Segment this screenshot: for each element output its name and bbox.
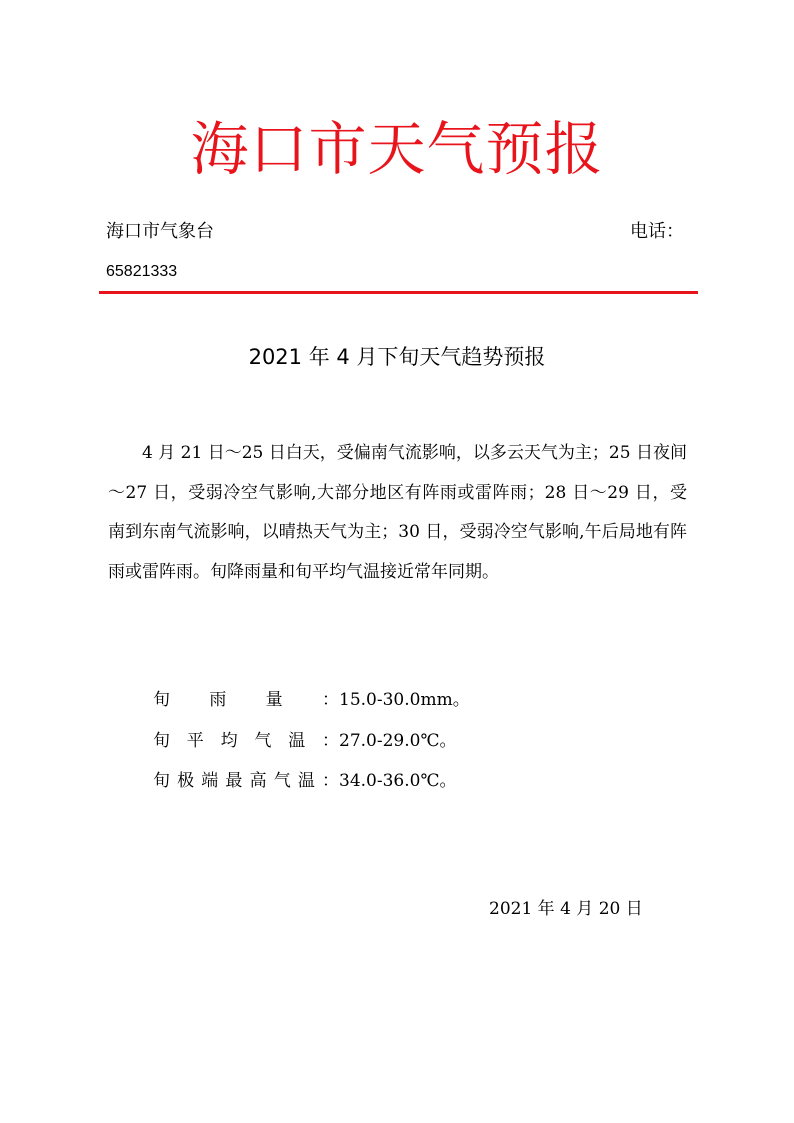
stat-row-average-temperature: [153, 727, 470, 768]
report-title: 2021 年 4 月下旬天气趋势预报: [248, 345, 546, 369]
phone-number: 65821333: [106, 263, 178, 280]
phone-label: 电话：: [630, 221, 684, 242]
issue-date: 2021 年 4 月 20 日: [489, 899, 643, 919]
stat-row-rainfall: [153, 686, 470, 727]
stat-value: 15.0-30.0mm。: [339, 690, 470, 710]
forecast-stats: [153, 686, 470, 808]
stat-row-max-temperature: [153, 767, 470, 808]
forecast-paragraph: 4 月 21 日～25 日白天，受偏南气流影响，以多云天气为主；25 日夜间～27 日，受弱冷空气影响,大部分地区有阵雨或雷阵雨；28 日～29 日，受南到东南气流影响，以晴热天气为主；30 日，受弱冷空气影响,午后局地有阵雨或雷阵雨。旬降雨量和旬平均气温接近常年同期。: [108, 443, 687, 582]
stat-label: 旬雨量：: [153, 690, 339, 710]
stat-value: 34.0-36.0℃。: [339, 771, 457, 791]
stat-value: 27.0-29.0℃。: [339, 730, 457, 751]
stat-label: 旬极端最高气温：: [153, 771, 339, 791]
stat-label: 旬平均气温：: [153, 730, 339, 751]
header-divider: [99, 291, 698, 294]
masthead-title: 海口市天气预报: [190, 115, 604, 183]
organization-name: 海口市气象台: [106, 221, 214, 242]
